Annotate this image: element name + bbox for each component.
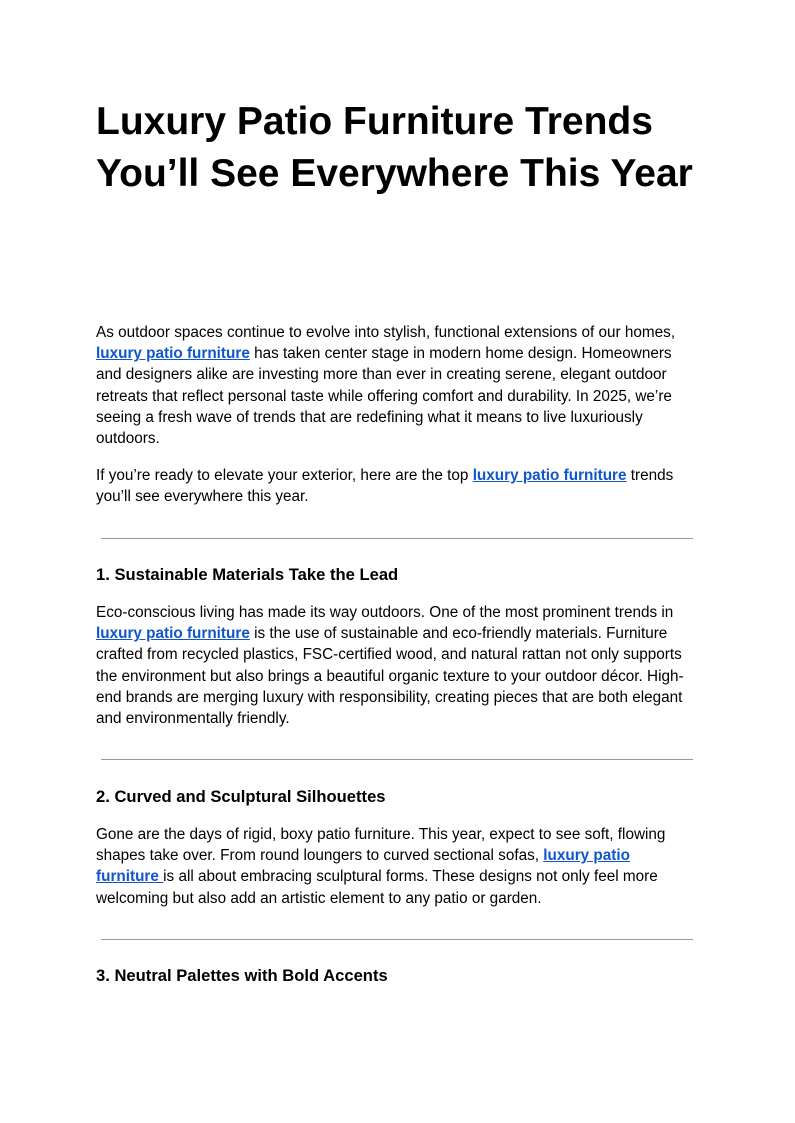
section-paragraph-2 [96, 824, 696, 909]
section-heading-3: 3. Neutral Palettes with Bold Accents [96, 966, 388, 985]
intro-paragraph-1 [96, 322, 696, 449]
section1-text-after: is the use of sustainable and eco-friendly materials. Furniture crafted from recycled plastics, FSC-certified wood, and natural rattan not only supports the environment but also brings a beautiful organic texture to your outdoor décor. High-end brands are merging luxury with responsibility, creating pieces that are both elegant and environmentally friendly. [96, 625, 684, 728]
divider [101, 538, 693, 539]
section-heading-2: 2. Curved and Sculptural Silhouettes [96, 787, 386, 806]
luxury-patio-furniture-link[interactable]: luxury patio furniture [472, 467, 627, 484]
intro-paragraph-2 [96, 465, 696, 507]
intro2-text-after: trends you’ll see everywhere this year. [96, 467, 674, 506]
luxury-patio-furniture-link[interactable]: luxury patio furniture [96, 345, 250, 363]
intro-text-after: has taken center stage in modern home design. Homeowners and designers alike are investing more than ever in creating serene, elegant outdoor retreats that reflect personal taste while offering comfort and durability. In 2025, we’re seeing a fresh wave of trends that are redefining what it means to live luxuriously outdoors. [96, 345, 672, 448]
intro-text-before: As outdoor spaces continue to evolve into stylish, functional extensions of our homes, [96, 324, 676, 341]
intro2-text-before: If you’re ready to elevate your exterior, here are the top [96, 467, 473, 484]
section-paragraph-1 [96, 602, 696, 729]
section2-text-after: is all about embracing sculptural forms. These designs not only feel more welcoming but also add an artistic element to any patio or garden. [96, 868, 658, 907]
page-title: Luxury Patio Furniture Trends You’ll See Everywhere This Year [96, 100, 693, 195]
luxury-patio-furniture-link[interactable]: luxury patio furniture [96, 625, 250, 643]
divider [101, 759, 693, 760]
document-content [96, 96, 696, 200]
section1-text-before: Eco-conscious living has made its way outdoors. One of the most prominent trends in [96, 604, 674, 621]
luxury-patio-furniture-link[interactable]: luxury patio furniture [96, 847, 630, 886]
section-heading-1: 1. Sustainable Materials Take the Lead [96, 565, 399, 584]
section2-text-before: Gone are the days of rigid, boxy patio furniture. This year, expect to see soft, flowing shapes take over. From round loungers to curved sectional sofas, [96, 826, 666, 865]
divider [101, 939, 693, 940]
